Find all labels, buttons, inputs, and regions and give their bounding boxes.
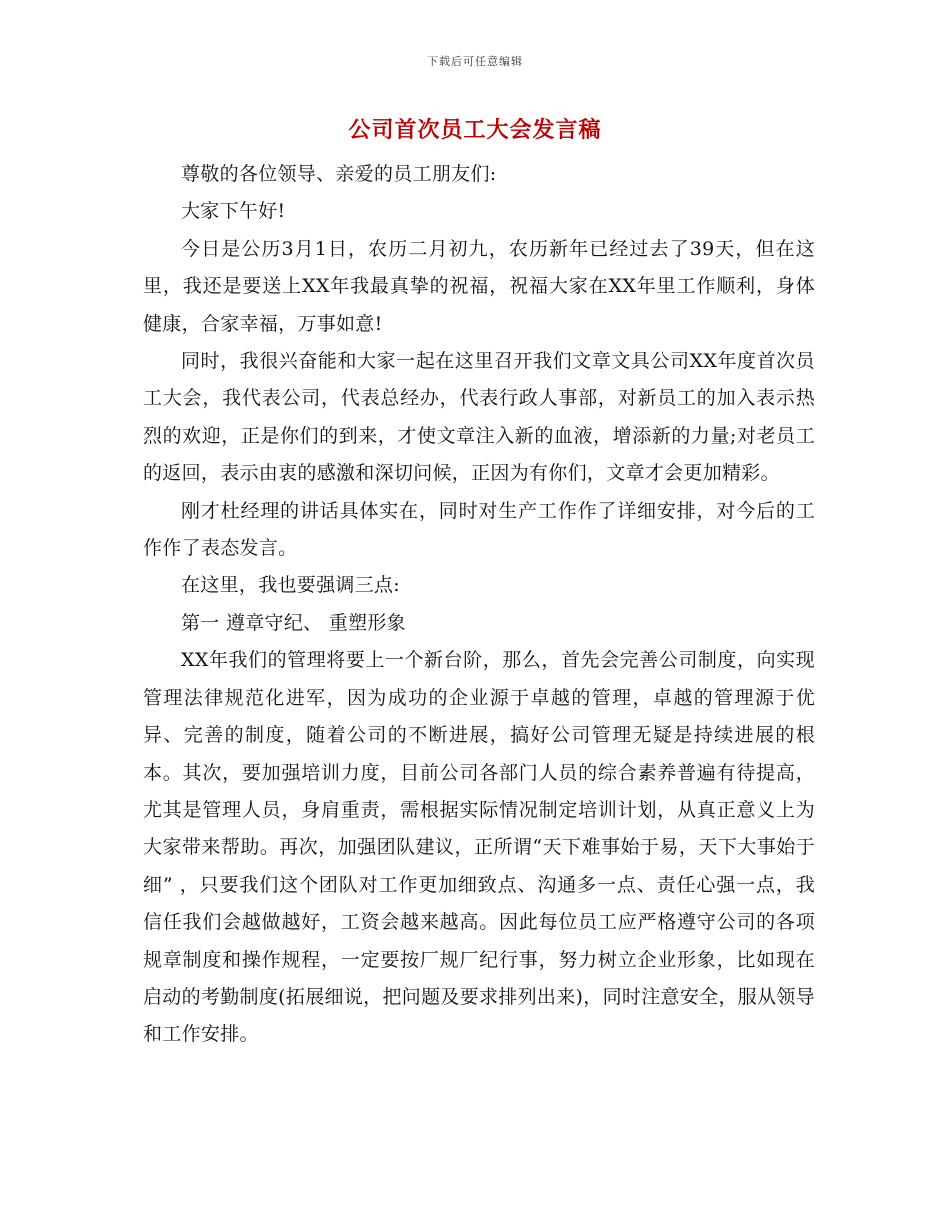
body-paragraph: 在这里，我也要强调三点: xyxy=(181,574,401,597)
salutation-paragraph: 尊敬的各位领导、亲爱的员工朋友们: xyxy=(181,163,497,185)
body-paragraph: 同时，我很兴奋能和大家一起在这里召开我们文章文具公司XX年度首次员工大会，我代表公司，代表总经办，代表行政人事部，对新员工的加入表示热烈的欢迎，正是你们的到来，才使文章注入新的血液，增添新的力量;对老员工的返回，表示由衷的感激和深切问候，正因为有你们，文章才会更加精彩。 xyxy=(143,350,815,485)
body-paragraph: XX年我们的管理将要上一个新台阶，那么，首先会完善公司制度，向实现管理法律规范化进军，因为成功的企业源于卓越的管理，卓越的管理源于优异、完善的制度，随着公司的不断进展，搞好公司管理无疑是持续进展的根本。其次，要加强培训力度，目前公司各部门人员的综合素养普遍有待提高，尤其是管理人员，身肩重责，需根据实际情况制定培训计划，从真正意义上为大家带来帮助。再次，加强团队建议，正所谓“天下难事始于易，天下大事始于细” ，只要我们这个团队对工作更加细致点、沟通多一点、责任心强一点，我信任我们会越做越好，工资会越来越高。因此每位员工应严格遵守公司的各项规章制度和操作规程，一定要按厂规厂纪行事，努力树立企业形象，比如现在启动的考勤制度(拓展细说，把问题及要求排列出来)，同时注意安全，服从领导和工作安排。 xyxy=(143,649,815,1046)
section-heading: 第一 遵章守纪、 重塑形象 xyxy=(181,611,406,634)
greeting-paragraph: 大家下午好! xyxy=(181,200,286,223)
body-paragraph: 刚才杜经理的讲话具体实在，同时对生产工作作了详细安排，对今后的工作作了表态发言。 xyxy=(143,499,815,560)
page-header-note: 下载后可任意编辑 xyxy=(427,55,523,68)
document-body xyxy=(143,156,815,1054)
body-paragraph: 今日是公历3月1日，农历二月初九，农历新年已经过去了39天，但在这里，我还是要送上XX年我最真挚的祝福，祝福大家在XX年里工作顺利，身体健康，合家幸福，万事如意! xyxy=(143,237,815,335)
document-title: 公司首次员工大会发言稿 xyxy=(348,117,602,143)
